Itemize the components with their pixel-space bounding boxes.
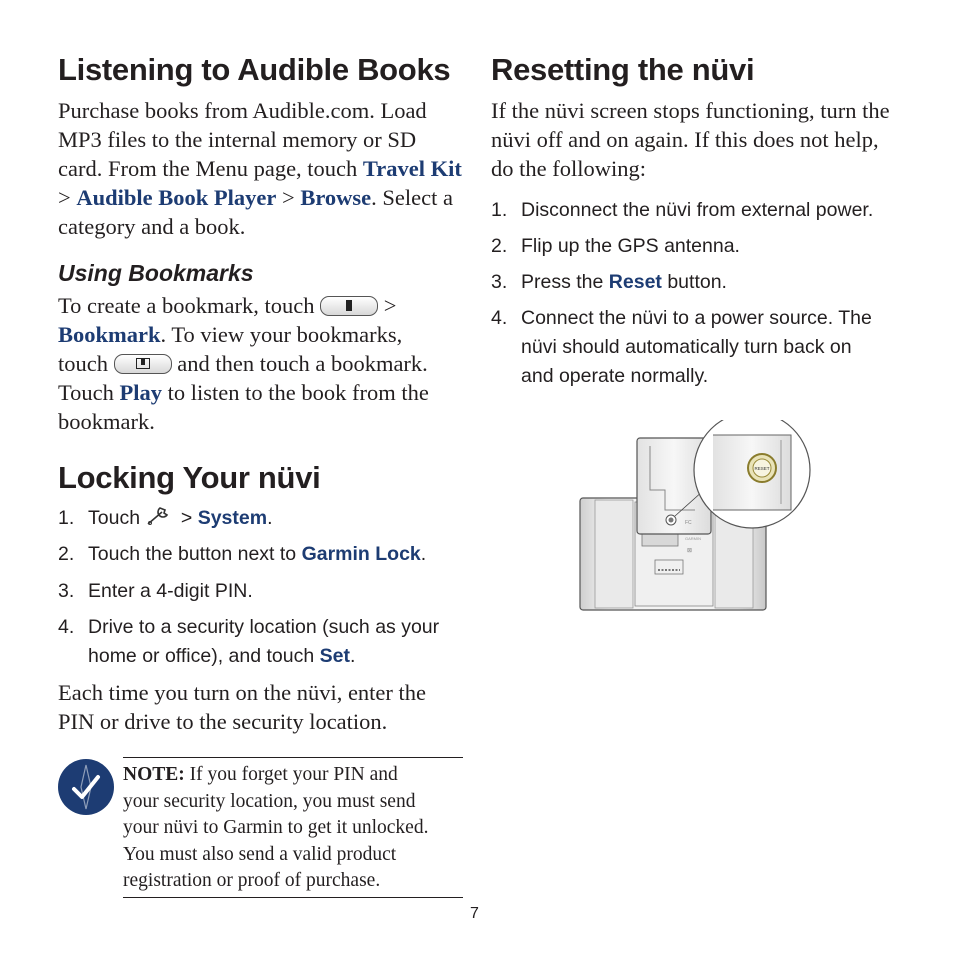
locking-step-4: 4. Drive to a security location (such as your home or office), and touch Set. (58, 616, 440, 667)
bookmark-label: Bookmark (58, 322, 161, 347)
svg-text:⊠: ⊠ (687, 548, 693, 554)
garmin-lock-label: Garmin Lock (301, 543, 421, 565)
bookmarks-line-4: Touch Play to listen to the book from the (58, 380, 429, 405)
bookmarks-list-button-icon (114, 354, 172, 374)
locking-steps (58, 504, 439, 671)
browse-label: Browse (300, 185, 372, 210)
note-label: NOTE: (123, 764, 185, 785)
audible-heading: Listening to Audible Books (58, 52, 451, 87)
audible-line-1: Purchase books from Audible.com. Load (58, 98, 427, 123)
locking-step-1: 1. Touch > System. (58, 504, 439, 533)
locking-heading: Locking Your nüvi (58, 460, 321, 495)
svg-text:GARMIN: GARMIN (685, 536, 701, 541)
play-label: Play (119, 380, 163, 405)
reset-paragraph: If the nüvi screen stops functioning, turn the nüvi off and on again. If this does not help, do the following: (491, 98, 890, 181)
audible-line-5: category and a book. (58, 214, 246, 239)
bookmarks-line-2: Bookmark. To view your bookmarks, (58, 322, 403, 347)
reset-heading: Resetting the nüvi (491, 52, 755, 87)
reset-step-3: 3. Press the Reset button. (491, 271, 727, 293)
bookmark-button-icon (320, 296, 378, 316)
reset-steps (491, 196, 873, 391)
reset-step-4: 4. Connect the nüvi to a power source. The nüvi should automatically turn back on and operate normally. (491, 307, 872, 387)
bookmarks-line-1: To create a bookmark, touch > (58, 293, 397, 318)
audible-book-player-label: Audible Book Player (76, 185, 277, 210)
device-reset-text: RESET (754, 466, 770, 471)
reset-label: Reset (608, 271, 662, 293)
reset-step-2: 2. Flip up the GPS antenna. (491, 235, 740, 257)
bookmarks-paragraph (58, 291, 429, 436)
note-box: NOTE: If you forget your PIN and your security location, you must send your nüvi to Garmin to get it unlocked. You must also send a valid product registration or proof of purchase. (123, 757, 463, 898)
audible-line-2: MP3 files to the internal memory or SD (58, 127, 417, 152)
bookmarks-heading: Using Bookmarks (58, 260, 254, 286)
audible-line-4: > Audible Book Player > Browse. Select a (58, 185, 453, 210)
locking-step-2: 2. Touch the button next to Garmin Lock. (58, 543, 427, 565)
page-number: 7 (470, 905, 479, 922)
travel-kit-label: Travel Kit (362, 156, 462, 181)
audible-line-3: card. From the Menu page, touch Travel Kit (58, 156, 462, 181)
locking-step-3: 3. Enter a 4-digit PIN. (58, 580, 253, 602)
reset-step-1: 1. Disconnect the nüvi from external power. (491, 199, 874, 221)
checkmark-note-icon (58, 759, 114, 815)
nuvi-device-illustration (575, 420, 815, 620)
bookmarks-line-5: bookmark. (58, 409, 155, 434)
svg-text:FC: FC (685, 520, 692, 526)
system-label: System (197, 507, 268, 529)
wrench-icon (145, 504, 175, 528)
set-label: Set (319, 645, 350, 667)
audible-paragraph (58, 96, 462, 241)
locking-after-paragraph: Each time you turn on the nüvi, enter the PIN or drive to the security location. (58, 680, 427, 734)
bookmarks-line-3: touch and then touch a bookmark. (58, 351, 428, 376)
